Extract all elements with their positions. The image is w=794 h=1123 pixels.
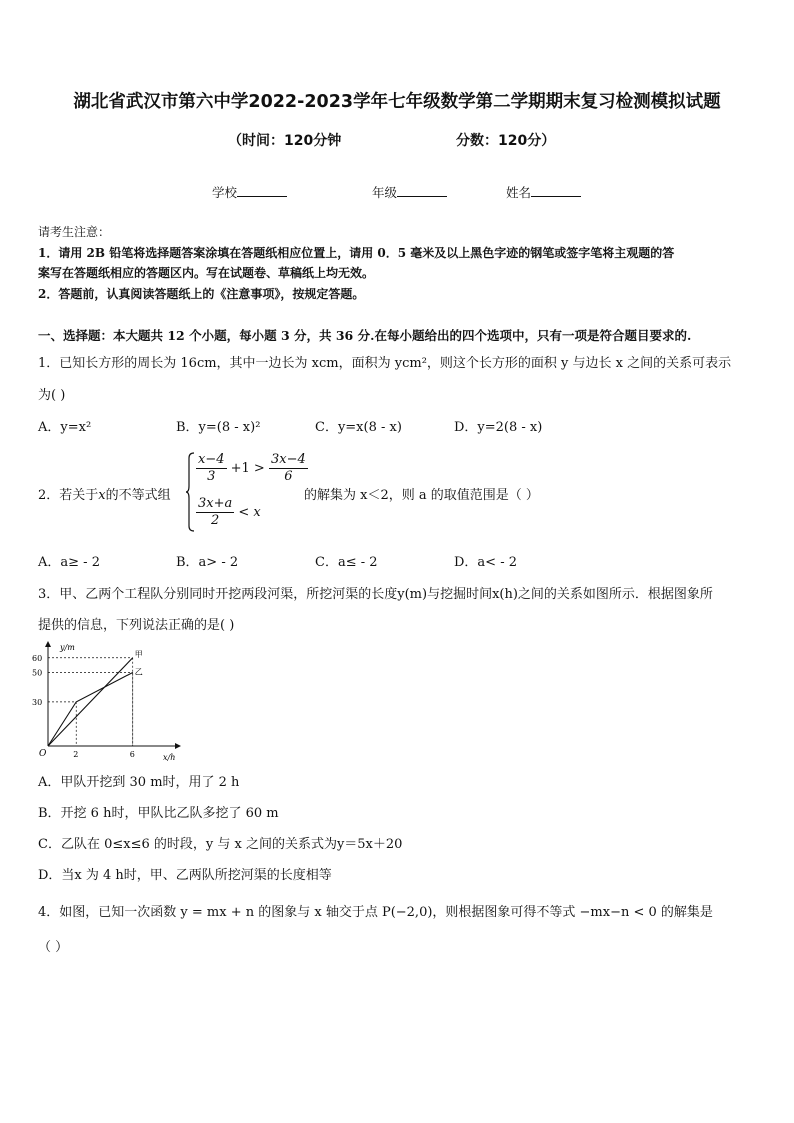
q2-ineq2-rest: < x <box>238 505 261 520</box>
q1-option-a[interactable]: A．y=x² <box>38 420 92 435</box>
q2-option-b[interactable]: B．a> - 2 <box>176 555 239 570</box>
q3-text: 3．甲、乙两个工程队分别同时开挖两段河渠，所挖河渠的长度y(m)与挖掘时间x(h)之间的关系如图所示．根据图象所 <box>38 587 713 602</box>
q2-option-d[interactable]: D．a< - 2 <box>454 555 517 570</box>
q1-text2: 为( ) <box>38 388 66 403</box>
notice-line2: 2．答题前，认真阅读答题纸上的《注意事项》，按规定答题。 <box>38 287 365 301</box>
y-tick-label: 60 <box>32 653 43 663</box>
y-axis-label: y/m <box>60 643 75 652</box>
q1-text: 1．已知长方形的周长为 16cm，其中一边长为 xcm，面积为 ycm²，则这个长方形的面积 y 与边长 x 之间的关系可表示 <box>38 356 732 371</box>
q2-prefix-line <box>38 484 171 503</box>
section-heading: 一、选择题：本大题共 12 个小题，每小题 3 分，共 36 分.在每小题给出的四个选项中，只有一项是符合题目要求的. <box>38 328 692 343</box>
q2-prefix: 2．若关于 <box>38 488 99 503</box>
school-blank[interactable] <box>237 184 287 197</box>
school-field[interactable] <box>212 183 287 201</box>
q1-option-d[interactable]: D．y=2(8 - x) <box>454 420 543 435</box>
name-label: 姓名 <box>506 185 532 200</box>
q2-inequality-1 <box>196 452 308 485</box>
time-label: （时间：120分钟 <box>228 133 342 149</box>
grade-field[interactable] <box>372 183 447 201</box>
q4-text: 4．如图，已知一次函数 y = mx + n 的图象与 x 轴交于点 P(−2,0)，则根据图象可得不等式 −mx−n < 0 的解集是 <box>38 905 713 920</box>
page-title: 湖北省武汉市第六中学2022-2023学年七年级数学第二学期期末复习检测模拟试题 <box>73 92 721 112</box>
q2-suffix: 的解集为 x＜2，则 a 的取值范围是（ ） <box>304 488 539 503</box>
q3-text2: 提供的信息，下列说法正确的是( ) <box>38 618 235 633</box>
q1-option-c[interactable]: C．y=x(8 - x) <box>315 420 402 435</box>
y-tick-label: 50 <box>32 668 43 678</box>
grade-label: 年级 <box>372 185 398 200</box>
x-axis-label: x/h <box>163 753 176 762</box>
notice-heading: 请考生注意： <box>38 225 111 239</box>
q2-option-a[interactable]: A．a≥ - 2 <box>38 555 100 570</box>
q4-text2: （ ） <box>38 940 69 955</box>
score-label: 分数：120分） <box>456 133 556 149</box>
series-label: 乙 <box>134 667 143 677</box>
notice-line1b: 案写在答题纸相应的答题区内。写在试题卷、草稿纸上均无效。 <box>38 266 375 280</box>
notice-line1: 1．请用 2B 铅笔将选择题答案涂填在答题纸相应位置上，请用 0．5 毫米及以上黑色字迹的钢笔或签字笔将主观题的答 <box>38 246 675 260</box>
system-brace <box>185 452 195 532</box>
q2-ineq1-rest: +1 > <box>230 461 265 476</box>
name-blank[interactable] <box>531 184 581 197</box>
q2-frac-1: $\frac{x-4}{3}$ <box>198 452 225 484</box>
school-label: 学校 <box>212 185 238 200</box>
q3-option-b[interactable]: B．开挖 6 h时，甲队比乙队多挖了 60 m <box>38 806 279 821</box>
q3-option-d[interactable]: D．当x 为 4 h时，甲、乙两队所挖河渠的长度相等 <box>38 868 332 883</box>
q1-option-b[interactable]: B．y=(8 - x)² <box>176 420 261 435</box>
x-tick-label: 2 <box>73 750 79 759</box>
x-tick-label: 6 <box>129 750 135 759</box>
q2-mid: 的不等式组 <box>105 488 171 503</box>
q3-option-c[interactable]: C．乙队在 0≤x≤6 的时段，y 与 x 之间的关系式为y＝5x＋20 <box>38 837 403 852</box>
series-line-yi <box>48 672 133 746</box>
q2-var-x: x <box>98 488 106 503</box>
q2-frac-2: $\frac{3x-4}{6}$ <box>270 452 306 484</box>
q2-frac-3: $\frac{3x+a}{2}$ <box>198 496 233 528</box>
name-field[interactable] <box>506 183 581 201</box>
q3-option-a[interactable]: A．甲队开挖到 30 m时，用了 2 h <box>38 775 240 790</box>
q3-chart <box>30 638 190 766</box>
series-label: 甲 <box>134 649 143 659</box>
origin-label: O <box>39 749 47 759</box>
q2-inequality-2 <box>196 496 261 529</box>
y-tick-label: 30 <box>32 697 43 707</box>
grade-blank[interactable] <box>397 184 447 197</box>
q2-option-c[interactable]: C．a≤ - 2 <box>315 555 378 570</box>
